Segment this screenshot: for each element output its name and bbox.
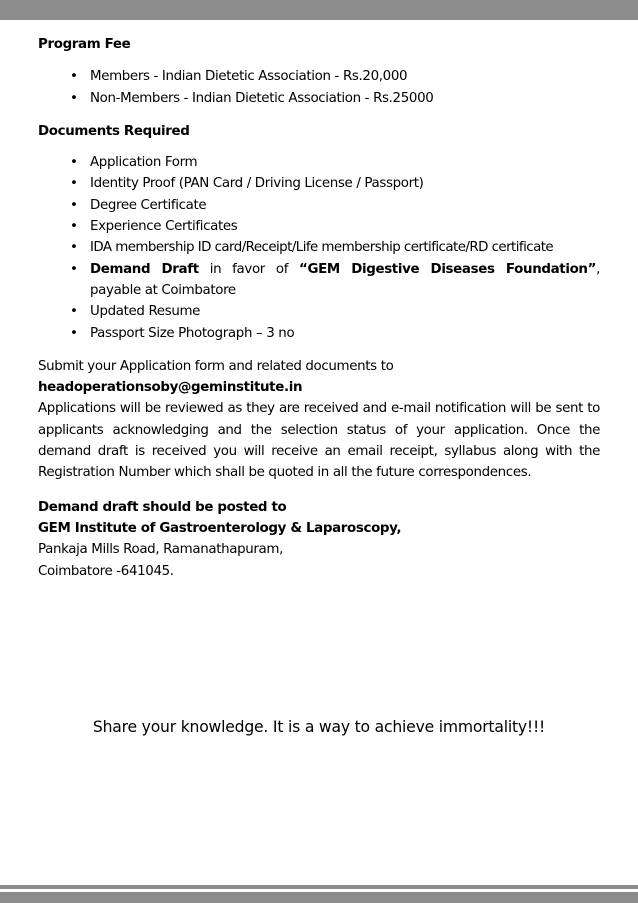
list-item	[38, 173, 600, 194]
document-item: IDA membership ID card/Receipt/Life membership certificate/RD certificate	[90, 240, 554, 256]
bullet-icon: •	[70, 155, 78, 171]
bullet-icon: •	[70, 69, 78, 85]
documents-list	[38, 152, 600, 344]
document-item: Identity Proof (PAN Card / Driving License / Passport)	[90, 176, 424, 192]
bullet-icon: •	[70, 325, 78, 341]
list-item	[38, 301, 600, 322]
postal-section	[38, 497, 600, 582]
program-fee-list	[38, 66, 600, 109]
postal-address-line2: Coimbatore -641045.	[38, 563, 174, 579]
postal-heading: Demand draft should be posted to	[38, 499, 287, 515]
list-item	[38, 66, 600, 87]
closing-quote: Share your knowledge. It is a way to achieve immortality!!!	[92, 718, 546, 736]
document-item: Experience Certificates	[90, 219, 238, 235]
submission-body: Applications will be reviewed as they are received and e-mail notification will be sent to applicants acknowledging and the selection status of your application. Once the demand draft is received you will receive an email receipt, syllabus along with the Registration Number which shall be quoted in all the future correspondences.	[38, 401, 600, 481]
bullet-icon: •	[70, 176, 78, 192]
bullet-icon: •	[70, 304, 78, 320]
fee-members: Members - Indian Dietetic Association - Rs.20,000	[90, 69, 408, 85]
demand-draft-line1: Demand Draft in favor of “GEM Digestive Diseases Foundation”,	[90, 261, 600, 277]
demand-draft-payee: “GEM Digestive Diseases Foundation”	[299, 261, 597, 277]
bullet-icon: •	[70, 240, 78, 256]
list-item	[38, 152, 600, 173]
bullet-icon: •	[70, 197, 78, 213]
postal-institute: GEM Institute of Gastroenterology & Laparoscopy,	[38, 520, 402, 536]
list-item-demand-draft	[38, 259, 600, 302]
list-item	[38, 88, 600, 109]
footer-band	[0, 889, 638, 903]
fee-non-members: Non-Members - Indian Dietetic Association - Rs.25000	[90, 90, 434, 106]
list-item	[38, 323, 600, 344]
document-item: Application Form	[90, 155, 198, 171]
postal-address-line1: Pankaja Mills Road, Ramanathapuram,	[38, 542, 283, 558]
document-item: Passport Size Photograph – 3 no	[90, 325, 295, 341]
list-item	[38, 216, 600, 237]
submission-intro: Submit your Application form and related documents to	[38, 358, 394, 374]
bullet-icon: •	[70, 219, 78, 235]
submission-section	[38, 356, 600, 484]
header-band	[0, 0, 638, 20]
documents-heading: Documents Required	[38, 123, 190, 139]
bullet-icon: •	[70, 90, 78, 106]
submission-email[interactable]: headoperationsoby@geminstitute.in	[38, 380, 303, 396]
list-item	[38, 237, 600, 258]
list-item	[38, 195, 600, 216]
document-body	[38, 34, 600, 582]
document-item: Updated Resume	[90, 304, 201, 320]
demand-draft-label: Demand Draft	[90, 261, 199, 277]
demand-draft-middle: in favor of	[198, 261, 300, 277]
document-item: Degree Certificate	[90, 197, 207, 213]
demand-draft-line2: payable at Coimbatore	[90, 282, 236, 298]
program-fee-heading: Program Fee	[38, 37, 131, 52]
bullet-icon: •	[70, 261, 78, 277]
